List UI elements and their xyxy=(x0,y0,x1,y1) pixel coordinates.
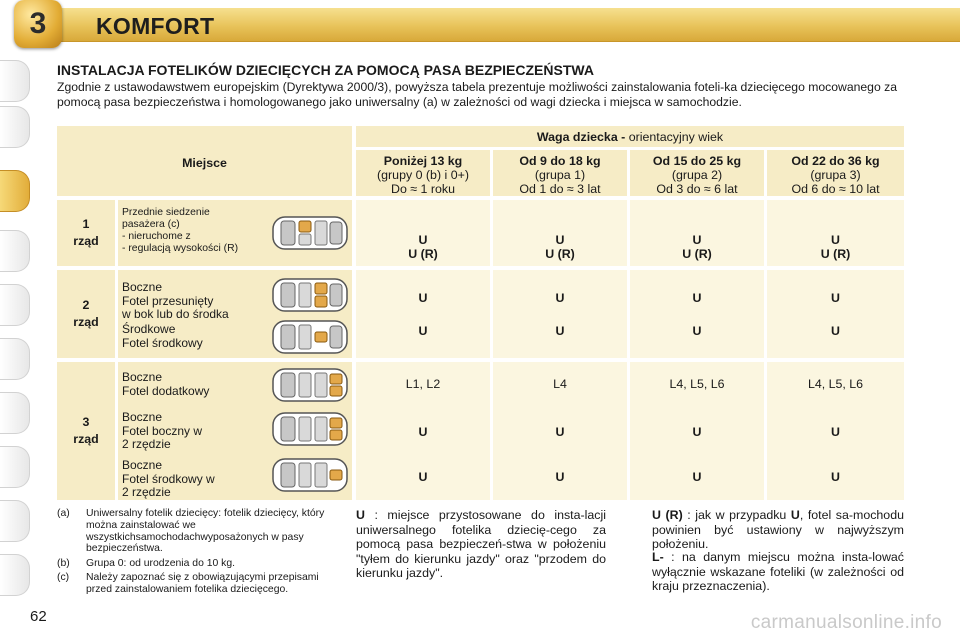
row-number: 2 xyxy=(82,298,90,312)
chapter-tab-8[interactable] xyxy=(0,446,30,488)
legend-u-text: : miejsce przystosowane do insta-lacji uniwersalnego fotelika dziecię-cego za pomocą pasa bezpieczeń-stwa w położeniu "tyłem do kierunku jazdy" oraz "przodem do kierunku jazdy". xyxy=(356,508,606,580)
chapter-tab-9[interactable] xyxy=(0,500,30,542)
row2-value-cell xyxy=(630,270,764,358)
row2-value-cell xyxy=(767,270,904,358)
legend-l-text: : na danym miejscu można insta-lować wyłącznie wskazane foteliki (w zależności od kraju przeznaczenia). xyxy=(652,550,904,593)
footnote-key: (a) xyxy=(57,508,70,519)
row3-center-value-col3: U xyxy=(692,470,702,484)
row1-label xyxy=(57,216,115,250)
col-header-age: Od 3 do ≈ 6 lat xyxy=(656,182,738,196)
seat-line: Fotel środkowy xyxy=(122,335,203,350)
legend-u xyxy=(356,508,606,581)
col-header-group: (grupa 1) xyxy=(534,168,586,182)
footnote-a xyxy=(57,508,347,556)
place-header: Miejsce xyxy=(182,156,227,170)
legend-l-key: L- xyxy=(652,550,664,564)
footnote-text: Uniwersalny fotelik dziecięcy: fotelik dziecięcy, który można zainstalować we wszystkichsamochodachwyposażonych w pasy bezpieczeństwa. xyxy=(86,508,325,555)
footnote-b xyxy=(57,558,347,571)
seat-line: - nieruchome z xyxy=(122,231,191,242)
car-seat-top-view-icon xyxy=(272,318,348,356)
row3-label xyxy=(57,414,115,448)
row-word: rząd xyxy=(73,315,99,329)
row-word: rząd xyxy=(73,432,99,446)
chapter-tab-2[interactable] xyxy=(0,106,30,148)
row2-side-value-col4: U xyxy=(831,291,840,305)
seat-line: 2 rzędzie xyxy=(122,485,171,499)
row3-seat-extra xyxy=(122,371,272,398)
row2-center-value-col4: U xyxy=(831,324,840,338)
row1-value-col1 xyxy=(356,233,490,261)
page-header xyxy=(0,0,960,48)
section-title: INSTALACJA FOTELIKÓW DZIECIĘCYCH ZA POMOCĄ PASA BEZPIECZEŃSTWA xyxy=(57,62,594,78)
row3-side-value-col3: U xyxy=(692,425,702,439)
row2-value-cell xyxy=(493,270,627,358)
seat-line: Fotel dodatkowy xyxy=(122,383,210,398)
row3-extra-value-col1: L1, L2 xyxy=(405,377,441,391)
intro-paragraph: Zgodnie z ustawodawstwem europejskim (Dyrektywa 2000/3), powyższa tabela prezentuje możliwości zainstalowania foteli-ka dziecięcego mocowanego za pomocą pasa bezpieczeństwa i homologowanego jako uniwersalny (a) w zależności od wagi dziecka i miejsca w samochodzie. xyxy=(57,80,897,109)
seat-line: Fotel boczny w xyxy=(122,423,203,438)
chapter-tab-1[interactable] xyxy=(0,60,30,102)
seat-line: pasażera (c) xyxy=(122,219,180,230)
row3-side-value-col2: U xyxy=(555,425,565,439)
car-seat-top-view-icon xyxy=(272,410,348,448)
legend-ur-key: U (R) xyxy=(652,508,683,522)
col-header-age: Od 1 do ≈ 3 lat xyxy=(519,182,601,196)
legend-ur-text-2: , fotel sa-mochodu powinien być ustawiony w najwyższym położeniu. xyxy=(652,508,904,551)
weight-header-bold: Waga dziecka - xyxy=(536,130,626,144)
seat-line: w bok lub do środka xyxy=(122,307,229,321)
row3-center-value-col1: U xyxy=(418,470,428,484)
footnote-text: Należy zapoznać się z obowiązującymi przepisami przed zainstalowaniem fotelika dziecięcego. xyxy=(86,572,319,595)
legend-ur-u: U xyxy=(790,508,800,522)
value-line: U (R) xyxy=(682,247,712,261)
value-line: U (R) xyxy=(820,247,851,261)
chapter-tab-5[interactable] xyxy=(0,284,30,326)
footnote-c xyxy=(57,572,347,608)
chapter-number: 3 xyxy=(29,7,47,40)
row1-seat-description xyxy=(122,207,272,255)
weight-header xyxy=(356,130,904,144)
seat-line: Boczne xyxy=(122,370,163,384)
row3-extra-value-col3: L4, L5, L6 xyxy=(669,377,725,391)
row2-center-value-col2: U xyxy=(555,324,565,338)
row3-extra-value-col2: L4 xyxy=(553,377,567,391)
row1-value-col3 xyxy=(630,233,764,261)
col-header-1 xyxy=(356,154,490,196)
col-header-group: (grupy 0 (b) i 0+) xyxy=(377,168,469,182)
row3-center-value-col2: U xyxy=(555,470,565,484)
chapter-tab-7[interactable] xyxy=(0,392,30,434)
row3-center-value-col4: U xyxy=(831,470,840,484)
legend-ur xyxy=(652,508,904,552)
car-seat-top-view-icon xyxy=(272,276,348,314)
legend-u-key: U xyxy=(356,508,365,522)
watermark: carmanualsonline.info xyxy=(750,612,942,633)
row3-extra-value-col4: L4, L5, L6 xyxy=(807,377,864,391)
value-line: U xyxy=(831,233,840,247)
seat-line: Przednie siedzenie xyxy=(122,207,210,218)
col-header-age: Od 6 do ≈ 10 lat xyxy=(791,182,880,196)
row3-side-value-col4: U xyxy=(831,425,840,439)
col-header-group: (grupa 2) xyxy=(671,168,723,182)
chapter-tab-4[interactable] xyxy=(0,230,30,272)
value-line: U xyxy=(418,233,428,247)
chapter-tab-3-active[interactable] xyxy=(0,170,30,212)
col-header-weight: Od 15 do 25 kg xyxy=(652,154,742,168)
col-header-age: Do ≈ 1 roku xyxy=(391,182,455,196)
seat-line: Boczne xyxy=(122,458,163,472)
row2-value-cell xyxy=(356,270,490,358)
row-number: 1 xyxy=(82,217,90,231)
row-number: 3 xyxy=(82,415,90,429)
row-word: rząd xyxy=(73,234,99,248)
footnote-key: (c) xyxy=(57,572,70,583)
row3-seat-behind-side xyxy=(122,411,272,452)
row2-side-value-col3: U xyxy=(692,291,702,305)
seat-line: - regulacją wysokości (R) xyxy=(122,243,239,254)
row2-label xyxy=(57,297,115,331)
col-header-weight: Od 22 do 36 kg xyxy=(791,154,880,168)
chapter-title: KOMFORT xyxy=(96,13,215,39)
chapter-number-badge xyxy=(14,0,62,48)
value-line: U xyxy=(692,233,702,247)
chapter-tabs xyxy=(0,60,40,620)
value-line: U (R) xyxy=(408,247,438,261)
col-header-weight: Poniżej 13 kg xyxy=(383,154,463,168)
car-seat-top-view-icon xyxy=(272,214,348,252)
row2-side-value-col1: U xyxy=(418,291,428,305)
col-header-group: (grupa 3) xyxy=(810,168,861,182)
weight-header-rest: orientacyjny wiek xyxy=(625,130,724,144)
value-line: U (R) xyxy=(545,247,575,261)
row2-seat-side xyxy=(122,281,272,322)
car-seat-top-view-icon xyxy=(272,456,348,494)
col-header-2 xyxy=(493,154,627,196)
value-line: U xyxy=(555,233,565,247)
legend-ur-text: : jak w przypadku xyxy=(682,508,791,522)
seat-line: Boczne xyxy=(122,280,163,294)
row2-center-value-col1: U xyxy=(418,324,428,338)
seat-line: Boczne xyxy=(122,410,163,424)
chapter-tab-6[interactable] xyxy=(0,338,30,380)
row2-side-value-col2: U xyxy=(555,291,565,305)
row2-center-value-col3: U xyxy=(692,324,702,338)
footnote-key: (b) xyxy=(57,558,70,569)
chapter-tab-10[interactable] xyxy=(0,554,30,596)
seat-line: Fotel przesunięty xyxy=(122,293,214,308)
car-seat-top-view-icon xyxy=(272,366,348,404)
footnote-text: Grupa 0: od urodzenia do 10 kg. xyxy=(86,558,236,569)
page-number: 62 xyxy=(30,608,47,625)
col-header-3 xyxy=(630,154,764,196)
row1-value-col4 xyxy=(767,233,904,261)
seat-line: 2 rzędzie xyxy=(122,437,171,451)
row1-value-col2 xyxy=(493,233,627,261)
col-header-4 xyxy=(767,154,904,196)
legend-l xyxy=(652,550,904,594)
col-header-weight: Od 9 do 18 kg xyxy=(519,154,601,168)
seat-line: Fotel środkowy w xyxy=(122,471,215,486)
row2-seat-center xyxy=(122,323,272,350)
seat-line: Środkowe xyxy=(122,322,176,336)
row3-side-value-col1: U xyxy=(418,425,428,439)
row3-seat-behind-center xyxy=(122,459,272,500)
